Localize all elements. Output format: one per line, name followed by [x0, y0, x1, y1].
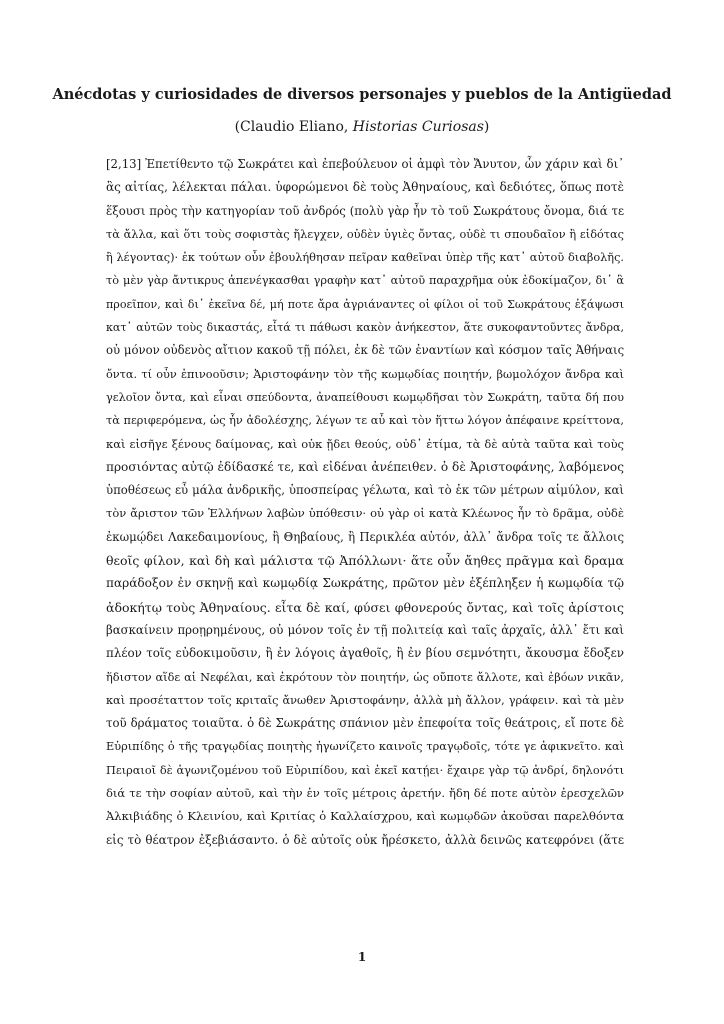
- body-text: [106, 153, 624, 852]
- text-line: τοῦ δράματος τοιαῦτα. ὁ δὲ Σωκράτης σπάνιον μὲν ἐπεφοίτα τοῖς θεάτροις, εἴ ποτε δὲ: [106, 716, 624, 731]
- document-subtitle: [0, 119, 724, 135]
- text-line: ὑποθέσεως εὖ μάλα ἀνδρικῆς, ὑποσπείρας γέλωτα, καὶ τὸ ἐκ τῶν μέτρων αἱμύλον, καὶ: [106, 483, 624, 498]
- text-line: ἃς αἰτίας, λέλεκται πάλαι. ὑφορώμενοι δὲ τοὺς Ἀθηναίους, καὶ δεδιότες, ὅπως ποτὲ: [106, 180, 624, 195]
- text-line: ἥδιστον αἵδε αἱ Νεφέλαι, καὶ ἐκρότουν τὸν ποιητήν, ὡς οὔποτε ἄλλοτε, καὶ ἐβόων νικᾶν,: [106, 670, 624, 684]
- text-line: Ἀλκιβιάδης ὁ Κλεινίου, καὶ Κριτίας ὁ Καλλαίσχρου, καὶ κωμῳδῶν ἀκοῦσαι παρελθόντα: [106, 809, 624, 824]
- text-line: παράδοξον ἐν σκηνῇ καὶ κωμῳδίᾳ Σωκράτης, πρῶτον μὲν ἐξέπληξεν ἡ κωμῳδία τῷ: [106, 576, 624, 591]
- text-line: πλέον τοῖς εὐδοκιμοῦσιν, ἢ ἐν λόγοις ἀγαθοῖς, ἢ ἐν βίου σεμνότητι, ἄκουσμα ἔδοξεν: [106, 646, 624, 661]
- text-line: καὶ εἰσῆγε ξένους δαίμονας, καὶ οὐκ ᾔδει θεούς, οὐδ᾿ ἐτίμα, τὰ δὲ αὐτὰ ταῦτα καὶ τοὺς: [106, 436, 624, 451]
- document-title: Anécdotas y curiosidades de diversos personajes y pueblos de la Antigüedad: [52, 86, 672, 103]
- text-line: οὐ μόνον οὐδενὸς αἴτιον κακοῦ τῇ πόλει, ἐκ δὲ τῶν ἐναντίων καὶ κόσμον ταῖς Ἀθήναις: [106, 343, 624, 358]
- text-line: κατ᾿ αὐτῶν τοὺς δικαστάς, εἶτά τι πάθωσι κακὸν ἀνήκεστον, ἅτε συκοφαντοῦντες ἄνδρα,: [106, 321, 624, 335]
- text-line: [2,13] Ἐπετίθεντο τῷ Σωκράτει καὶ ἐπεβούλευον οἱ ἀμφὶ τὸν Ἄνυτον, ὧν χάριν καὶ δι᾿: [106, 157, 624, 171]
- text-line: διά τε τὴν σοφίαν αὐτοῦ, καὶ τὴν ἐν τοῖς μέτροις ἀρετήν. ἤδη δέ ποτε αὐτὸν ἐρεσχελῶν: [106, 786, 624, 801]
- text-line: γελοῖον ὄντα, καὶ εἶναι σπεύδοντα, ἀναπείθουσι κωμῳδῆσαι τὸν Σωκράτη, ταῦτα δή που: [106, 390, 624, 404]
- text-line: ἕξουσι πρὸς τὴν κατηγορίαν τοῦ ἀνδρός (πολὺ γὰρ ἦν τὸ τοῦ Σωκράτους ὄνομα, διά τε: [106, 203, 624, 218]
- text-line: βασκαίνειν προῃρημένους, οὐ μόνον τοῖς ἐν τῇ πολιτείᾳ καὶ ταῖς ἀρχαῖς, ἀλλ᾿ ἔτι καὶ: [106, 622, 624, 637]
- text-line: ὄντα. τί οὖν ἐπινοοῦσιν; Ἀριστοφάνην τὸν τῆς κωμῳδίας ποιητήν, βωμολόχον ἄνδρα καὶ: [106, 367, 624, 381]
- text-line: Εὐριπίδης ὁ τῆς τραγῳδίας ποιητὴς ἠγωνίζετο καινοῖς τραγῳδοῖς, τότε γε ἀφικνεῖτο. καὶ: [106, 740, 624, 754]
- text-line: προεῖπον, καὶ δι᾿ ἐκεῖνα δέ, μή ποτε ἄρα ἀγριάναντες οἱ φίλοι οἱ τοῦ Σωκράτους ἐξάψωσι: [106, 297, 624, 311]
- text-line: τὸ μὲν γὰρ ἄντικρυς ἀπενέγκασθαι γραφὴν κατ᾿ αὐτοῦ παραχρῆμα οὐκ ἐδοκίμαζον, δι᾿ ἃ: [106, 274, 624, 288]
- text-line: ἀδοκήτῳ τοὺς Ἀθηναίους. εἶτα δὲ καί, φύσει φθονερούς ὄντας, καὶ τοῖς ἀρίστοις: [106, 599, 624, 615]
- text-line: προσιόντας αὐτῷ ἐδίδασκέ τε, καὶ εἰδέναι ἀνέπειθεν. ὁ δὲ Ἀριστοφάνης, λαβόμενος: [106, 459, 624, 474]
- text-line: εἰς τὸ θέατρον ἐξεβιάσαντο. ὁ δὲ αὐτοῖς οὐκ ἤρέσκετο, ἀλλὰ δεινῶς κατεφρόνει (ἅτε: [106, 832, 624, 847]
- author-prefix: (Claudio Eliano,: [234, 119, 353, 135]
- text-line: Πειραιοῖ δὲ ἀγωνιζομένου τοῦ Εὐριπίδου, καὶ ἐκεῖ κατῄει· ἔχαιρε γὰρ τῷ ἀνδρί, δηλονότι: [106, 763, 624, 777]
- page-number: 1: [357, 950, 367, 964]
- work-title: Historias Curiosas: [352, 119, 484, 135]
- text-line: θεοῖς φίλον, καὶ δὴ καὶ μάλιστα τῷ Ἀπόλλωνι· ἅτε οὖν ἄηθες πρᾶγμα καὶ δραμα: [106, 553, 624, 569]
- text-line: τὰ περιφερόμενα, ὡς ἦν ἀδολέσχης, λέγων τε αὖ καὶ τὸν ἥττω λόγον ἀπέφαινε κρείττονα,: [106, 414, 624, 428]
- text-line: ἐκωμῴδει Λακεδαιμονίους, ἢ Θηβαίους, ἢ Περικλέα αὐτόν, ἀλλ᾿ ἄνδρα τοῖς τε ἄλλοις: [106, 529, 624, 544]
- author-suffix: ): [483, 119, 490, 135]
- text-line: τὰ ἄλλα, καὶ ὅτι τοὺς σοφιστὰς ἤλεγχεν, οὐδὲν ὑγιὲς ὄντας, οὐδὲ τι σπουδαῖον ἢ εἰδότας: [106, 227, 624, 241]
- text-line: τὸν ἄριστον τῶν Ἑλλήνων λαβὼν ὑπόθεσιν· οὐ γὰρ οἱ κατὰ Κλέωνος ἦν τὸ δρᾶμα, οὐδὲ: [106, 506, 624, 521]
- text-line: ἢ λέγοντας)· ἐκ τούτων οὖν ἐβουλήθησαν πεῖραν καθεῖναι ὑπὲρ τῆς κατ᾿ αὐτοῦ διαβολῆς.: [106, 251, 624, 265]
- text-line: καὶ προσέταττον τοῖς κριταῖς ἄνωθεν Ἀριστοφάνην, ἀλλὰ μὴ ἄλλον, γράφειν. καὶ τὰ μὲν: [106, 693, 624, 707]
